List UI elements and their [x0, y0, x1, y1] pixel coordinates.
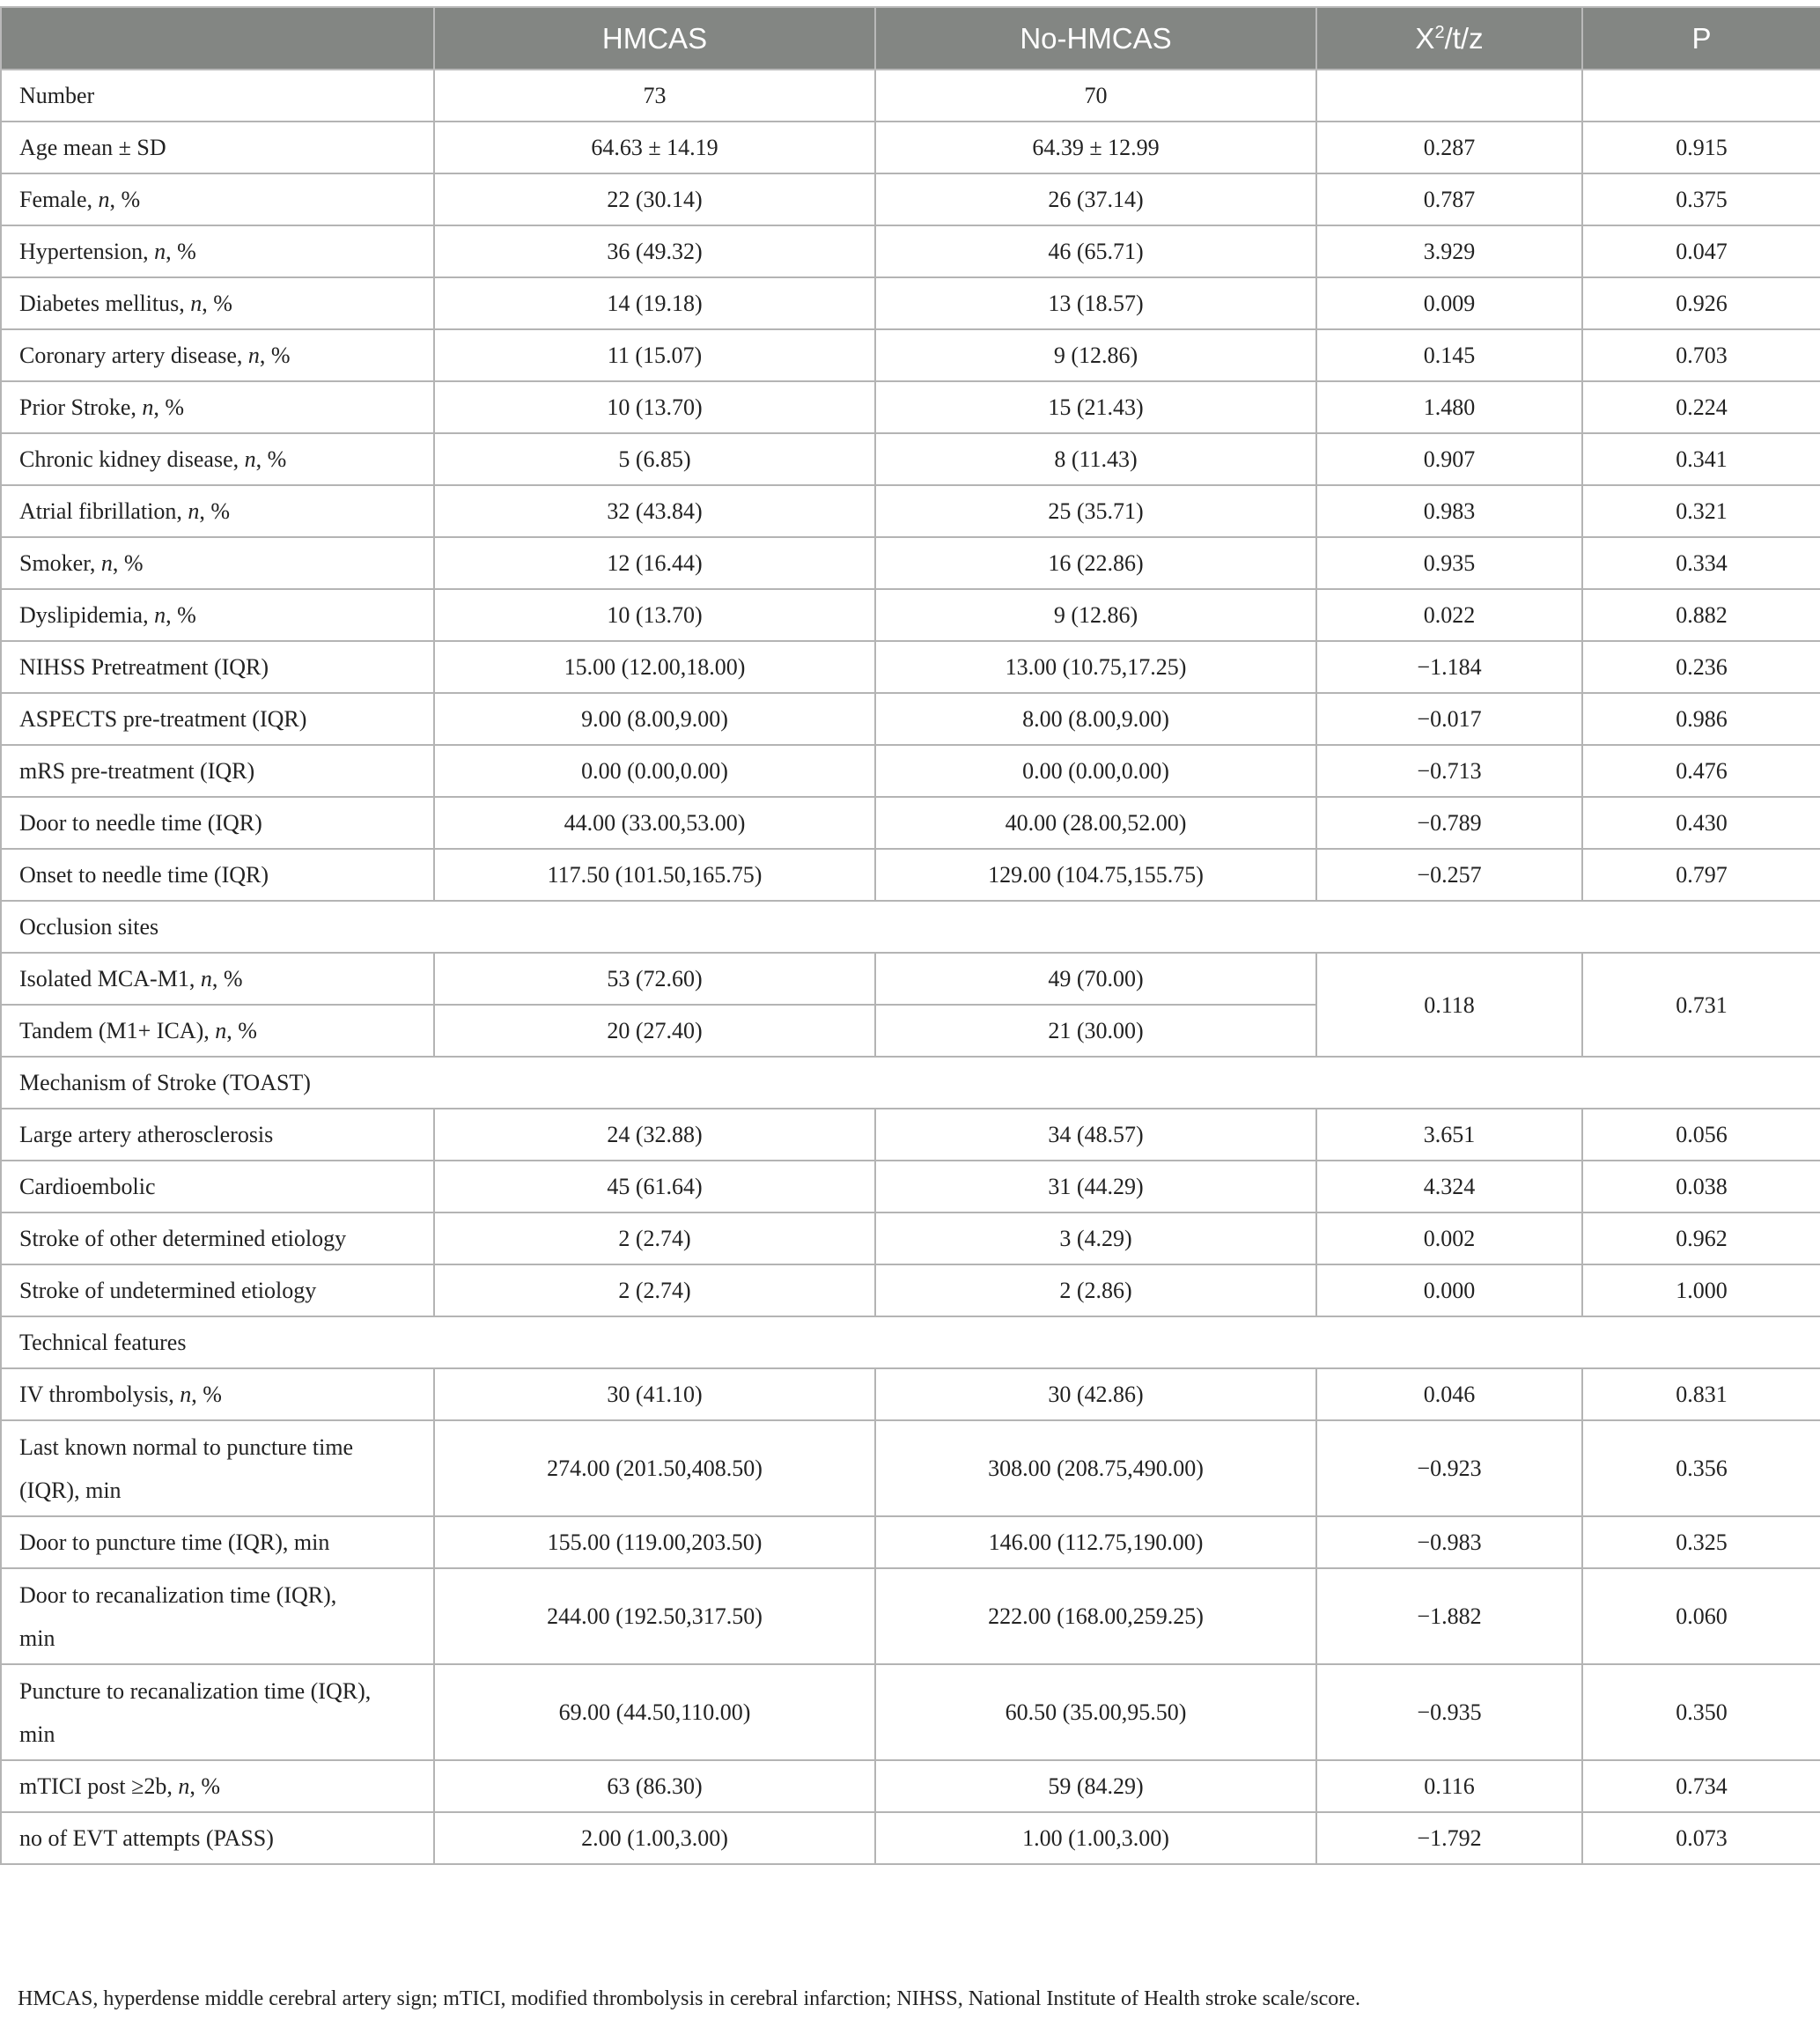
- cell-statistic: −0.789: [1316, 797, 1582, 849]
- cell-p-value: 0.224: [1582, 381, 1820, 433]
- cell-no-hmcas: 222.00 (168.00,259.25): [875, 1568, 1316, 1664]
- row-label-suffix: , %: [166, 239, 196, 264]
- section-row: [1, 1057, 1820, 1109]
- cell-no-hmcas: 30 (42.86): [875, 1368, 1316, 1420]
- cell-p-value: 0.831: [1582, 1368, 1820, 1420]
- cell-hmcas: 117.50 (101.50,165.75): [434, 849, 875, 901]
- table-row: [1, 745, 1820, 797]
- row-label-text: Coronary artery disease,: [19, 343, 248, 368]
- row-label-text: Atrial fibrillation,: [19, 498, 188, 524]
- table-row: [1, 1161, 1820, 1213]
- cell-p-value: 0.056: [1582, 1109, 1820, 1161]
- cell-statistic: 0.046: [1316, 1368, 1582, 1420]
- row-label-line2: min: [19, 1721, 55, 1747]
- row-label-n: n: [215, 1018, 227, 1043]
- row-label-n: n: [100, 550, 113, 576]
- cell-p-value: 0.430: [1582, 797, 1820, 849]
- table-row: [1, 173, 1820, 225]
- cell-hmcas: 15.00 (12.00,18.00): [434, 641, 875, 693]
- cell-hmcas: 30 (41.10): [434, 1368, 875, 1420]
- cell-no-hmcas: 8 (11.43): [875, 433, 1316, 485]
- cell-p-value: 0.926: [1582, 277, 1820, 329]
- row-label-text: Dyslipidemia,: [19, 602, 155, 628]
- cell-statistic: 4.324: [1316, 1161, 1582, 1213]
- cell-no-hmcas: 9 (12.86): [875, 329, 1316, 381]
- row-label: Door to puncture time (IQR), min: [1, 1516, 434, 1568]
- cell-p-value: 0.375: [1582, 173, 1820, 225]
- row-label-suffix: , %: [109, 187, 141, 212]
- cell-hmcas: 64.63 ± 14.19: [434, 122, 875, 173]
- row-label-n: n: [142, 394, 154, 420]
- cell-no-hmcas: 40.00 (28.00,52.00): [875, 797, 1316, 849]
- row-label: [1, 485, 434, 537]
- cell-hmcas: 11 (15.07): [434, 329, 875, 381]
- row-label: [1, 433, 434, 485]
- row-label: [1, 1568, 434, 1664]
- section-heading-occlusion: Occlusion sites: [1, 901, 1820, 953]
- cell-hmcas: 32 (43.84): [434, 485, 875, 537]
- row-label-suffix: , %: [189, 1773, 221, 1799]
- cell-no-hmcas: 13.00 (10.75,17.25): [875, 641, 1316, 693]
- cell-p-value: 0.334: [1582, 537, 1820, 589]
- cell-hmcas: 36 (49.32): [434, 225, 875, 277]
- table-row: [1, 1516, 1820, 1568]
- cell-p-value: 0.073: [1582, 1812, 1820, 1864]
- cell-p-value: 0.882: [1582, 589, 1820, 641]
- section-row: [1, 1316, 1820, 1368]
- cell-p-value: [1582, 70, 1820, 122]
- cell-p-value: 0.476: [1582, 745, 1820, 797]
- cell-statistic: 0.787: [1316, 173, 1582, 225]
- header-statistic: [1316, 7, 1582, 70]
- cell-statistic: 0.935: [1316, 537, 1582, 589]
- row-label-n: n: [244, 446, 256, 472]
- cell-statistic: 0.287: [1316, 122, 1582, 173]
- row-label-line1: Last known normal to puncture time: [19, 1434, 354, 1460]
- cell-no-hmcas: 308.00 (208.75,490.00): [875, 1420, 1316, 1516]
- table-row: [1, 122, 1820, 173]
- row-label-line2: (IQR), min: [19, 1477, 122, 1503]
- cell-no-hmcas: 34 (48.57): [875, 1109, 1316, 1161]
- header-label: [1, 7, 434, 70]
- cell-statistic: −1.792: [1316, 1812, 1582, 1864]
- cell-no-hmcas: 16 (22.86): [875, 537, 1316, 589]
- cell-no-hmcas: 3 (4.29): [875, 1213, 1316, 1264]
- section-row: [1, 901, 1820, 953]
- row-label: [1, 1664, 434, 1760]
- cell-statistic: −0.935: [1316, 1664, 1582, 1760]
- cell-hmcas: 274.00 (201.50,408.50): [434, 1420, 875, 1516]
- cell-hmcas: 69.00 (44.50,110.00): [434, 1664, 875, 1760]
- cell-hmcas: 12 (16.44): [434, 537, 875, 589]
- section-heading-mechanism: Mechanism of Stroke (TOAST): [1, 1057, 1820, 1109]
- cell-statistic: 0.022: [1316, 589, 1582, 641]
- cell-no-hmcas: 59 (84.29): [875, 1760, 1316, 1812]
- row-label-n: n: [188, 498, 200, 524]
- cell-statistic: −0.017: [1316, 693, 1582, 745]
- section-heading-technical: Technical features: [1, 1316, 1820, 1368]
- cell-statistic: 0.116: [1316, 1760, 1582, 1812]
- cell-hmcas: 22 (30.14): [434, 173, 875, 225]
- row-label-line2: min: [19, 1625, 55, 1651]
- table-row: [1, 485, 1820, 537]
- table-header-row: [1, 7, 1820, 70]
- row-label-n: n: [200, 966, 212, 991]
- row-label: Number: [1, 70, 434, 122]
- cell-hmcas: 14 (19.18): [434, 277, 875, 329]
- row-label: Onset to needle time (IQR): [1, 849, 434, 901]
- cell-no-hmcas: 25 (35.71): [875, 485, 1316, 537]
- cell-hmcas: 10 (13.70): [434, 589, 875, 641]
- cell-no-hmcas: 1.00 (1.00,3.00): [875, 1812, 1316, 1864]
- row-label-text: Isolated MCA-M1,: [19, 966, 201, 991]
- cell-statistic: 1.480: [1316, 381, 1582, 433]
- table-row: [1, 1420, 1820, 1516]
- row-label: [1, 1005, 434, 1057]
- row-label: [1, 1420, 434, 1516]
- cell-hmcas: 244.00 (192.50,317.50): [434, 1568, 875, 1664]
- row-label-n: n: [178, 1773, 190, 1799]
- row-label-n: n: [154, 239, 166, 264]
- table-row: [1, 693, 1820, 745]
- cell-statistic: 0.983: [1316, 485, 1582, 537]
- cell-hmcas: 24 (32.88): [434, 1109, 875, 1161]
- row-label-line1: Puncture to recanalization time (IQR),: [19, 1677, 372, 1704]
- cell-hmcas: 44.00 (33.00,53.00): [434, 797, 875, 849]
- cell-no-hmcas: 129.00 (104.75,155.75): [875, 849, 1316, 901]
- row-label-n: n: [247, 343, 260, 368]
- table-row: [1, 537, 1820, 589]
- table-row: [1, 1760, 1820, 1812]
- cell-statistic: −0.983: [1316, 1516, 1582, 1568]
- row-label: [1, 225, 434, 277]
- cell-hmcas: 5 (6.85): [434, 433, 875, 485]
- row-label: [1, 1760, 434, 1812]
- cell-statistic: 3.651: [1316, 1109, 1582, 1161]
- row-label: [1, 1368, 434, 1420]
- row-label-suffix: , %: [259, 343, 291, 368]
- cell-p-value-merged: 0.731: [1582, 953, 1820, 1057]
- table-row: [1, 225, 1820, 277]
- row-label: Large artery atherosclerosis: [1, 1109, 434, 1161]
- cell-hmcas: 155.00 (119.00,203.50): [434, 1516, 875, 1568]
- cell-no-hmcas: 64.39 ± 12.99: [875, 122, 1316, 173]
- cell-statistic: −1.882: [1316, 1568, 1582, 1664]
- header-p-value: P: [1582, 7, 1820, 70]
- header-hmcas: HMCAS: [434, 7, 875, 70]
- cell-hmcas: 2 (2.74): [434, 1213, 875, 1264]
- cell-p-value: 1.000: [1582, 1264, 1820, 1316]
- cell-statistic: −0.257: [1316, 849, 1582, 901]
- header-statistic-sup: 2: [1434, 22, 1445, 42]
- cell-p-value: 0.915: [1582, 122, 1820, 173]
- row-label: [1, 173, 434, 225]
- table-row: [1, 70, 1820, 122]
- cell-p-value: 0.797: [1582, 849, 1820, 901]
- cell-statistic: −0.923: [1316, 1420, 1582, 1516]
- row-label: Stroke of undetermined etiology: [1, 1264, 434, 1316]
- row-label-suffix: , %: [226, 1018, 257, 1043]
- header-statistic-prefix: X: [1415, 21, 1435, 55]
- cell-statistic: [1316, 70, 1582, 122]
- cell-no-hmcas: 26 (37.14): [875, 173, 1316, 225]
- row-label-suffix: , %: [166, 602, 196, 628]
- cell-statistic: −0.713: [1316, 745, 1582, 797]
- table-row: [1, 1368, 1820, 1420]
- cell-no-hmcas: 46 (65.71): [875, 225, 1316, 277]
- row-label-text: Female,: [19, 187, 99, 212]
- row-label-line1: Door to recanalization time (IQR),: [19, 1581, 337, 1608]
- table-row: [1, 381, 1820, 433]
- cell-p-value: 0.341: [1582, 433, 1820, 485]
- row-label-text: Diabetes mellitus,: [19, 291, 191, 316]
- table-row: [1, 1109, 1820, 1161]
- cell-p-value: 0.321: [1582, 485, 1820, 537]
- row-label-suffix: , %: [211, 966, 243, 991]
- row-label-suffix: , %: [202, 291, 232, 316]
- cell-statistic-merged: 0.118: [1316, 953, 1582, 1057]
- cell-p-value: 0.236: [1582, 641, 1820, 693]
- row-label-text: Hypertension,: [19, 239, 155, 264]
- table-row: [1, 1264, 1820, 1316]
- cell-p-value: 0.986: [1582, 693, 1820, 745]
- cell-no-hmcas: 70: [875, 70, 1316, 122]
- cell-no-hmcas: 31 (44.29): [875, 1161, 1316, 1213]
- cell-statistic: −1.184: [1316, 641, 1582, 693]
- cell-hmcas: 0.00 (0.00,0.00): [434, 745, 875, 797]
- cell-statistic: 0.002: [1316, 1213, 1582, 1264]
- cell-no-hmcas: 0.00 (0.00,0.00): [875, 745, 1316, 797]
- row-label-text: Tandem (M1+ ICA),: [19, 1018, 216, 1043]
- baseline-characteristics-table: [0, 6, 1820, 1865]
- cell-no-hmcas: 2 (2.86): [875, 1264, 1316, 1316]
- row-label: [1, 329, 434, 381]
- row-label: [1, 277, 434, 329]
- row-label: [1, 953, 434, 1005]
- cell-hmcas: 20 (27.40): [434, 1005, 875, 1057]
- cell-hmcas: 9.00 (8.00,9.00): [434, 693, 875, 745]
- cell-no-hmcas: 49 (70.00): [875, 953, 1316, 1005]
- table-row: [1, 1213, 1820, 1264]
- row-label: ASPECTS pre-treatment (IQR): [1, 693, 434, 745]
- cell-p-value: 0.060: [1582, 1568, 1820, 1664]
- table-row: [1, 433, 1820, 485]
- row-label-suffix: , %: [112, 550, 144, 576]
- cell-no-hmcas: 146.00 (112.75,190.00): [875, 1516, 1316, 1568]
- cell-p-value: 0.356: [1582, 1420, 1820, 1516]
- table-row: [1, 589, 1820, 641]
- cell-no-hmcas: 13 (18.57): [875, 277, 1316, 329]
- row-label-n: n: [98, 187, 110, 212]
- row-label-text: Chronic kidney disease,: [19, 446, 245, 472]
- cell-p-value: 0.350: [1582, 1664, 1820, 1760]
- row-label-text: Smoker,: [19, 550, 101, 576]
- table-row: [1, 797, 1820, 849]
- table-row: [1, 849, 1820, 901]
- row-label-suffix: , %: [153, 394, 185, 420]
- cell-statistic: 0.907: [1316, 433, 1582, 485]
- cell-no-hmcas: 21 (30.00): [875, 1005, 1316, 1057]
- cell-hmcas: 45 (61.64): [434, 1161, 875, 1213]
- cell-p-value: 0.734: [1582, 1760, 1820, 1812]
- cell-p-value: 0.703: [1582, 329, 1820, 381]
- row-label-n: n: [190, 291, 203, 316]
- row-label: [1, 537, 434, 589]
- row-label: [1, 381, 434, 433]
- cell-hmcas: 63 (86.30): [434, 1760, 875, 1812]
- row-label-suffix: , %: [199, 498, 231, 524]
- table-row: [1, 953, 1820, 1005]
- row-label-n: n: [180, 1382, 192, 1407]
- cell-no-hmcas: 8.00 (8.00,9.00): [875, 693, 1316, 745]
- cell-no-hmcas: 60.50 (35.00,95.50): [875, 1664, 1316, 1760]
- row-label: Age mean ± SD: [1, 122, 434, 173]
- row-label: no of EVT attempts (PASS): [1, 1812, 434, 1864]
- cell-statistic: 0.009: [1316, 277, 1582, 329]
- cell-p-value: 0.038: [1582, 1161, 1820, 1213]
- row-label: Door to needle time (IQR): [1, 797, 434, 849]
- table-row: [1, 329, 1820, 381]
- row-label: NIHSS Pretreatment (IQR): [1, 641, 434, 693]
- row-label-text: IV thrombolysis,: [19, 1382, 181, 1407]
- cell-hmcas: 10 (13.70): [434, 381, 875, 433]
- row-label: Stroke of other determined etiology: [1, 1213, 434, 1264]
- row-label-n: n: [154, 602, 166, 628]
- row-label: [1, 589, 434, 641]
- cell-hmcas: 2 (2.74): [434, 1264, 875, 1316]
- cell-p-value: 0.325: [1582, 1516, 1820, 1568]
- cell-p-value: 0.962: [1582, 1213, 1820, 1264]
- cell-no-hmcas: 15 (21.43): [875, 381, 1316, 433]
- cell-statistic: 3.929: [1316, 225, 1582, 277]
- table-row: [1, 1664, 1820, 1760]
- row-label-suffix: , %: [191, 1382, 222, 1407]
- cell-statistic: 0.145: [1316, 329, 1582, 381]
- row-label: mRS pre-treatment (IQR): [1, 745, 434, 797]
- table-row: [1, 1812, 1820, 1864]
- header-no-hmcas: No-HMCAS: [875, 7, 1316, 70]
- cell-hmcas: 53 (72.60): [434, 953, 875, 1005]
- cell-statistic: 0.000: [1316, 1264, 1582, 1316]
- row-label-text: mTICI post ≥2b,: [19, 1773, 179, 1799]
- table-row: [1, 1568, 1820, 1664]
- cell-no-hmcas: 9 (12.86): [875, 589, 1316, 641]
- table-row: [1, 641, 1820, 693]
- cell-p-value: 0.047: [1582, 225, 1820, 277]
- row-label-suffix: , %: [255, 446, 287, 472]
- row-label: Cardioembolic: [1, 1161, 434, 1213]
- table-row: [1, 277, 1820, 329]
- cell-hmcas: 73: [434, 70, 875, 122]
- table-footnote: HMCAS, hyperdense middle cerebral artery sign; mTICI, modified thrombolysis in cerebral infarction; NIHSS, National Institute of Health stroke scale/score.: [18, 1987, 1360, 2010]
- header-statistic-suffix: /t/z: [1444, 21, 1484, 55]
- cell-hmcas: 2.00 (1.00,3.00): [434, 1812, 875, 1864]
- row-label-text: Prior Stroke,: [19, 394, 143, 420]
